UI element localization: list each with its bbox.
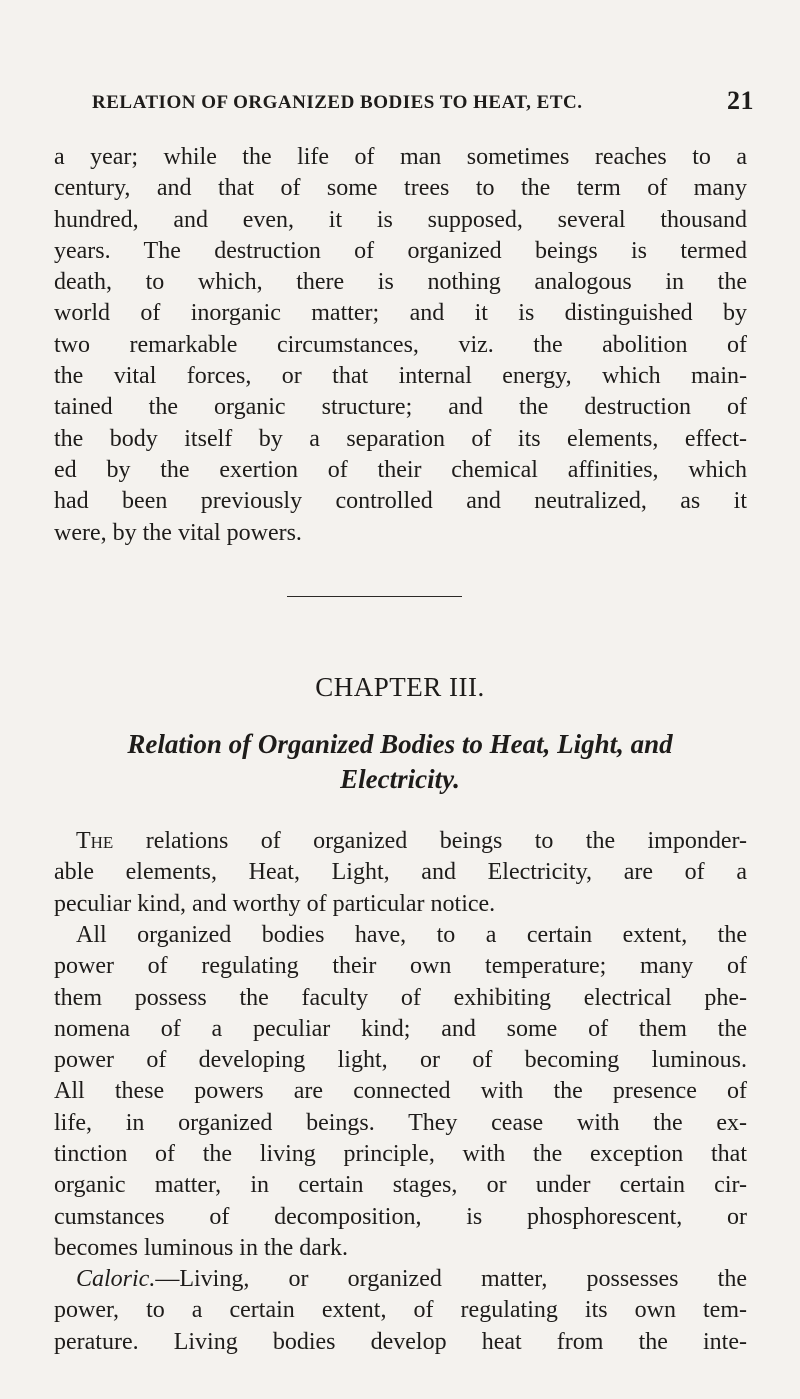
- text-line: tained the organic structure; and the destruction of: [54, 394, 747, 421]
- chapter-title-line: Electricity.: [340, 764, 460, 794]
- text-line: All organized bodies have, to a certain extent, the: [76, 922, 747, 948]
- text-line: world of inorganic matter; and it is distinguished by: [54, 300, 747, 327]
- text-line: them possess the faculty of exhibiting electrical phe-: [54, 984, 747, 1011]
- text-line: peculiar kind, and worthy of particular notice.: [54, 890, 496, 917]
- paragraph-caloric: [54, 1264, 747, 1358]
- text-line: All these powers are connected with the presence of: [54, 1078, 747, 1105]
- running-title: RELATION OF ORGANIZED BODIES TO HEAT, ETC.: [92, 92, 583, 113]
- chapter-title: [0, 727, 800, 797]
- text-line: [54, 1264, 747, 1295]
- text-line: hundred, and even, it is supposed, several thousand: [54, 206, 747, 233]
- section-divider: [287, 596, 462, 597]
- text-fragment: relations of organized beings to the imponder-: [113, 828, 747, 854]
- text-line: ed by the exertion of their chemical affinities, which: [54, 456, 747, 483]
- text-line: cumstances of decomposition, is phosphorescent, or: [54, 1203, 747, 1230]
- text-line: had been previously controlled and neutralized, as it: [54, 488, 747, 515]
- text-line: tinction of the living principle, with the exception that: [54, 1141, 747, 1168]
- text-line: organic matter, in certain stages, or under certain cir-: [54, 1172, 747, 1199]
- chapter-title-line: Relation of Organized Bodies to Heat, Light, and: [127, 729, 673, 759]
- text-line: were, by the vital powers.: [54, 519, 302, 546]
- text-line: century, and that of some trees to the term of many: [54, 175, 747, 202]
- text-line: the vital forces, or that internal energy, which main-: [54, 363, 747, 390]
- section-lead: Caloric.: [76, 1266, 156, 1292]
- text-line: life, in organized beings. They cease with the ex-: [54, 1109, 747, 1136]
- lead-word: The: [76, 828, 114, 854]
- text-line: nomena of a peculiar kind; and some of them the: [54, 1015, 747, 1042]
- text-line: perature. Living bodies develop heat from the inte-: [54, 1328, 747, 1355]
- text-line: two remarkable circumstances, viz. the abolition of: [54, 331, 747, 358]
- text-line: a year; while the life of man sometimes reaches to a: [54, 144, 747, 170]
- paragraph-powers: [54, 920, 747, 1264]
- text-line: [54, 826, 747, 857]
- page-number: 21: [727, 86, 754, 115]
- text-line: power of developing light, or of becoming luminous.: [54, 1047, 747, 1074]
- paragraph-continued: [54, 142, 747, 549]
- text-fragment: —Living, or organized matter, possesses the: [155, 1266, 747, 1292]
- chapter-heading: CHAPTER III.: [315, 672, 485, 702]
- text-line: becomes luminous in the dark.: [54, 1234, 348, 1261]
- text-line: death, to which, there is nothing analogous in the: [54, 269, 747, 296]
- text-line: years. The destruction of organized beings is termed: [54, 237, 747, 264]
- paragraph-intro: [54, 826, 747, 920]
- text-line: the body itself by a separation of its elements, effect-: [54, 425, 747, 452]
- text-line: able elements, Heat, Light, and Electricity, are of a: [54, 859, 747, 886]
- text-line: power, to a certain extent, of regulating its own tem-: [54, 1297, 747, 1324]
- text-line: power of regulating their own temperature; many of: [54, 953, 747, 980]
